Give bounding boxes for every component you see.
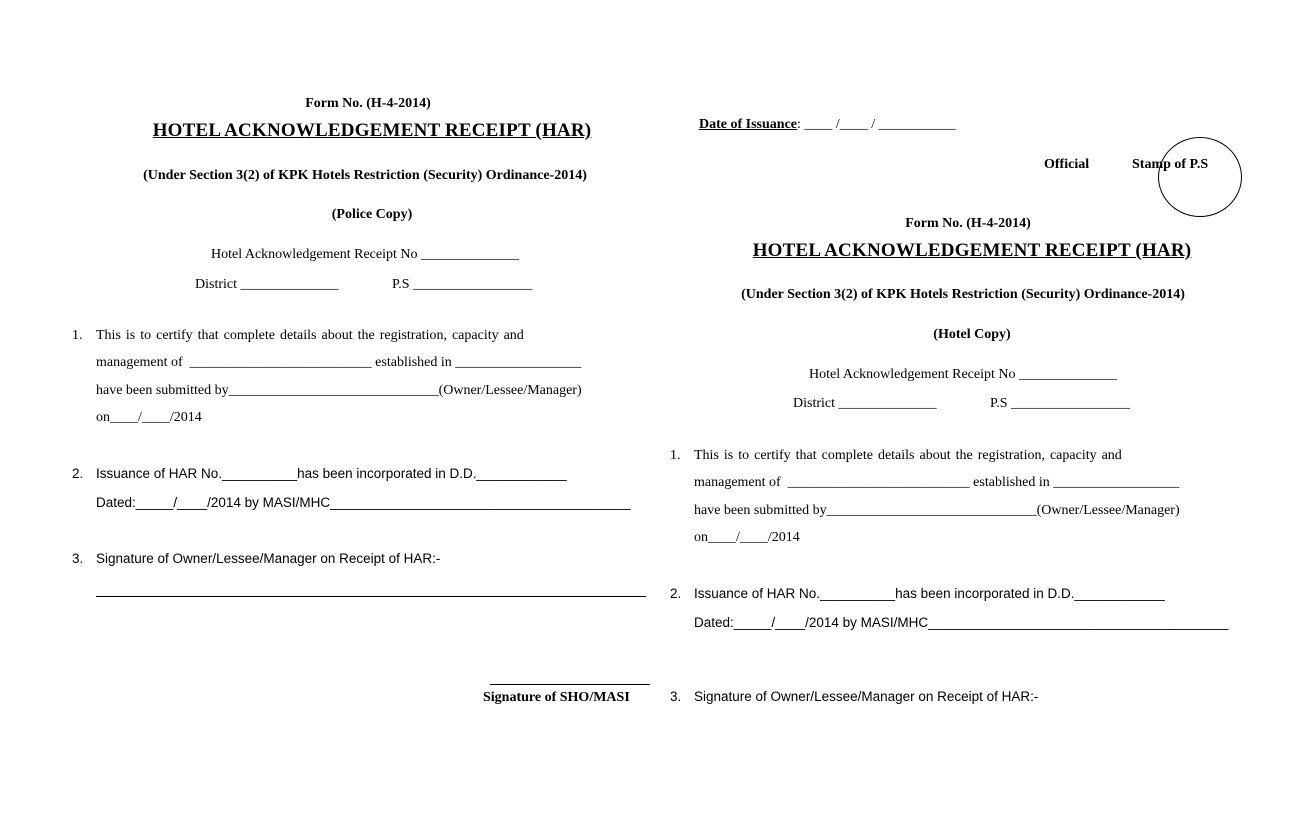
police-item2-number: 2. (72, 466, 84, 481)
police-form-no: Form No. (H-4-2014) (305, 96, 431, 111)
police-title: HOTEL ACKNOWLEDGEMENT RECEIPT (HAR) (152, 120, 592, 141)
hotel-item2-line1: Issuance of HAR No.__________has been incorporated in D.D.____________ (694, 586, 1165, 601)
hotel-item2-line2: Dated:_____/____/2014 by MASI/MHC________________________________________ (694, 615, 1229, 630)
hotel-item1-line2: management of __________________________ established in __________________ (694, 475, 1180, 490)
police-owner-signature-line (96, 596, 646, 597)
hotel-district: District ______________ (793, 396, 937, 411)
hotel-item2-number: 2. (670, 586, 682, 601)
hotel-item3-number: 3. (670, 689, 682, 704)
police-item1-line1: This is to certify that complete details about the registration, capacity and (96, 328, 524, 343)
police-item1-line2: management of __________________________ established in __________________ (96, 355, 582, 370)
police-receipt-no: Hotel Acknowledgement Receipt No ______________ (211, 247, 519, 262)
hotel-title: HOTEL ACKNOWLEDGEMENT RECEIPT (HAR) (752, 240, 1192, 261)
police-copy-label: (Police Copy) (331, 207, 413, 222)
hotel-item1-number: 1. (670, 448, 681, 463)
hotel-item3-line1: Signature of Owner/Lessee/Manager on Receipt of HAR:- (694, 689, 1039, 704)
sho-signature-line (490, 684, 650, 685)
police-item1-number: 1. (72, 328, 83, 343)
police-section-text: (Under Section 3(2) of KPK Hotels Restriction (Security) Ordinance-2014) (143, 168, 587, 183)
official-label: Official (1044, 157, 1090, 172)
police-ps: P.S _________________ (392, 277, 533, 292)
date-of-issuance-blanks: : ____ /____ / ___________ (797, 117, 956, 132)
police-item2-line2: Dated:_____/____/2014 by MASI/MHC________________________________________ (96, 495, 631, 510)
police-district: District ______________ (195, 277, 339, 292)
police-item1-line4: on____/____/2014 (96, 410, 202, 425)
sho-signature-label: Signature of SHO/MASI (483, 690, 630, 705)
hotel-item1-line3: have been submitted by______________________________(Owner/Lessee/Manager) (694, 503, 1180, 518)
hotel-item1-line1: This is to certify that complete details about the registration, capacity and (694, 448, 1122, 463)
hotel-item1-line4: on____/____/2014 (694, 530, 800, 545)
date-of-issuance-label: Date of Issuance (699, 117, 797, 132)
stamp-circle (1158, 137, 1242, 217)
hotel-copy-label: (Hotel Copy) (933, 327, 1011, 342)
police-item1-line3: have been submitted by______________________________(Owner/Lessee/Manager) (96, 383, 582, 398)
date-of-issuance (699, 117, 956, 133)
police-item3-number: 3. (72, 551, 84, 566)
stamp-label: Stamp of P.S (1132, 157, 1209, 172)
hotel-ps: P.S _________________ (990, 396, 1131, 411)
hotel-receipt-no: Hotel Acknowledgement Receipt No ______________ (809, 367, 1117, 382)
police-item3-line1: Signature of Owner/Lessee/Manager on Receipt of HAR:- (96, 551, 441, 566)
hotel-form-no: Form No. (H-4-2014) (905, 216, 1031, 231)
hotel-section-text: (Under Section 3(2) of KPK Hotels Restriction (Security) Ordinance-2014) (741, 287, 1185, 302)
police-item2-line1: Issuance of HAR No.__________has been incorporated in D.D.____________ (96, 466, 567, 481)
